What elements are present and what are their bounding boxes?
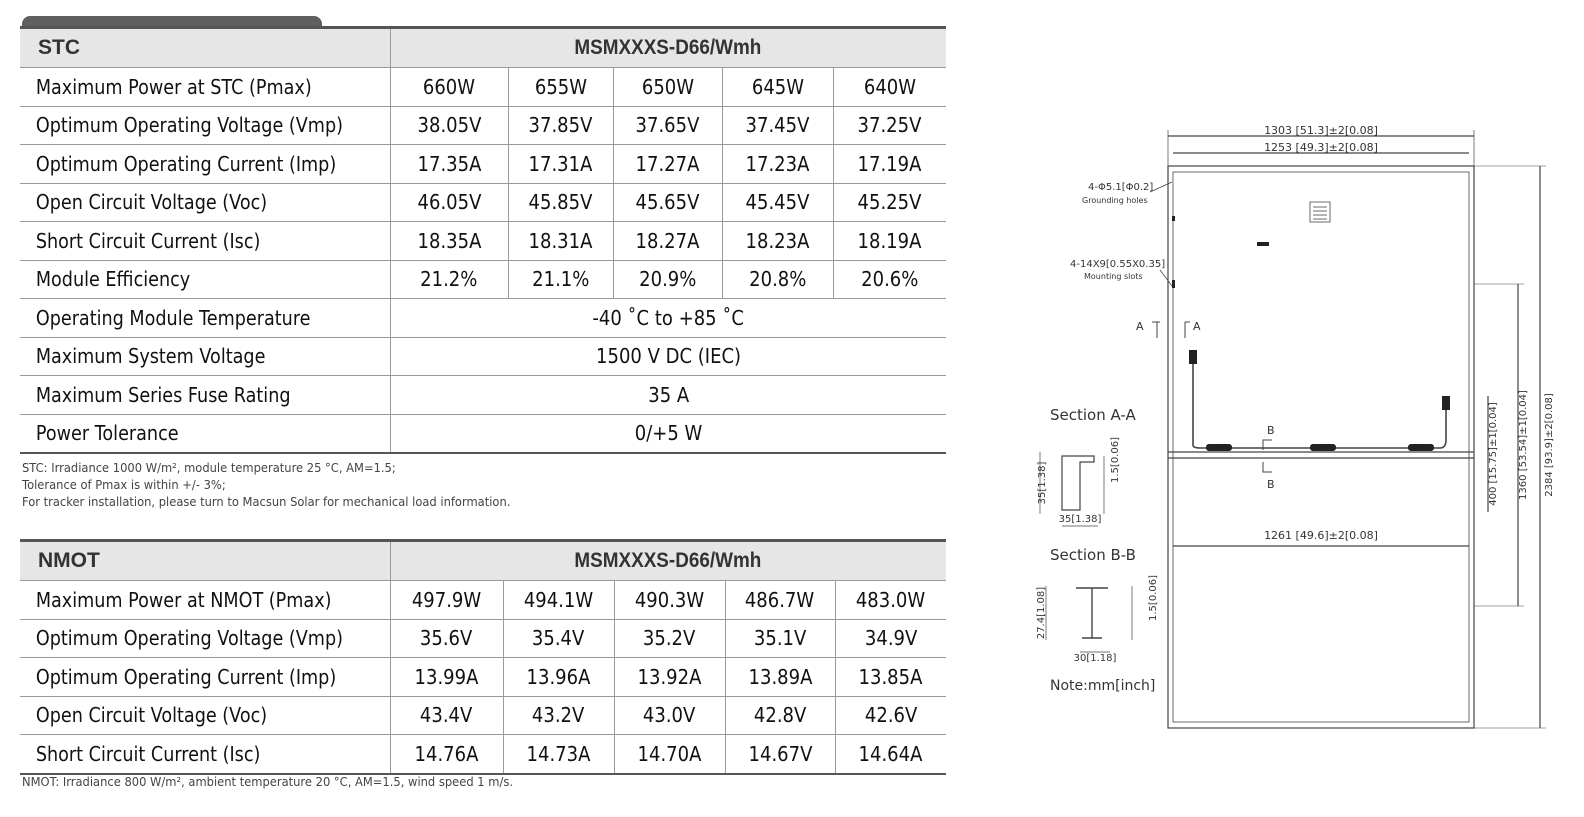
table-row <box>20 183 946 222</box>
table-row <box>20 735 946 774</box>
row-value-cell <box>390 145 508 184</box>
table-row <box>20 414 946 453</box>
row-value-cell <box>835 696 946 735</box>
row-value: 14.76A <box>414 741 479 766</box>
dim-1360-label: 1360 [53.54]±1[0.04] <box>1518 390 1529 500</box>
row-value-cell <box>390 619 503 658</box>
row-value: 35.4V <box>532 626 585 651</box>
row-value: 486.7W <box>745 587 815 612</box>
row-value: -40 ˚C to +85 ˚C <box>592 305 744 330</box>
row-value-cell <box>835 735 946 774</box>
table-row <box>20 658 946 697</box>
dim-2384-label: 2384 [93.9]±2[0.08] <box>1544 393 1555 497</box>
dim-inner-width-label: 1253 [49.3]±2[0.08] <box>1264 141 1378 154</box>
stc-note-line: Tolerance of Pmax is within +/- 3%; <box>22 477 226 492</box>
row-value: 17.31A <box>528 151 593 176</box>
row-value-cell <box>833 106 946 145</box>
row-value-cell <box>503 735 614 774</box>
row-value-cell <box>725 735 835 774</box>
row-value-cell <box>833 68 946 107</box>
table-row <box>20 145 946 184</box>
row-value: 14.64A <box>858 741 923 766</box>
row-label: Maximum Power at NMOT (Pmax) <box>20 581 346 620</box>
row-label: Optimum Operating Current (Imp) <box>20 658 346 697</box>
row-value: 18.35A <box>417 228 481 253</box>
row-value-cell <box>390 581 503 620</box>
dim-400-label: 400 [15.75]±1[0.04] <box>1488 402 1499 506</box>
row-value: 37.85V <box>528 113 593 138</box>
row-value: 14.73A <box>526 741 591 766</box>
row-value: 37.25V <box>857 113 922 138</box>
row-value-cell <box>833 183 946 222</box>
row-label: Optimum Operating Voltage (Vmp) <box>20 106 346 145</box>
connector-icon <box>1408 444 1434 451</box>
row-label: Short Circuit Current (Isc) <box>20 222 346 261</box>
row-value-cell <box>390 222 508 261</box>
row-value: 38.05V <box>417 113 481 138</box>
units-note: Note:mm[inch] <box>1050 678 1156 694</box>
row-value: 0/+5 W <box>634 421 703 446</box>
junction-cable <box>1193 350 1446 448</box>
dim-bottom-width-label: 1261 [49.6]±2[0.08] <box>1264 529 1378 542</box>
section-aa-profile <box>1062 456 1094 510</box>
row-label: Optimum Operating Current (Imp) <box>20 145 346 184</box>
nmot-model-name-cell <box>390 541 946 581</box>
row-label: Optimum Operating Voltage (Vmp) <box>20 619 346 658</box>
row-value-cell <box>390 106 508 145</box>
row-value: 42.8V <box>753 703 807 728</box>
row-value-cell <box>390 735 503 774</box>
nmot-note-line: NMOT: Irradiance 800 W/m², ambient temperature 20 °C, AM=1.5, wind speed 1 m/s. <box>22 774 513 789</box>
row-value: 1500 V DC (IEC) <box>595 344 741 369</box>
nmot-header-label: NMOT <box>20 541 390 581</box>
row-value-cell <box>614 696 725 735</box>
row-value-cell <box>725 619 835 658</box>
row-value: 21.1% <box>531 267 590 292</box>
row-value: 660W <box>422 74 476 99</box>
row-value: 35.6V <box>420 626 473 651</box>
row-value-cell <box>503 581 614 620</box>
row-value: 14.70A <box>637 741 702 766</box>
row-value-cell <box>722 222 833 261</box>
section-aa-thickness: 1.5[0.06] <box>1110 437 1121 483</box>
dim-total-width-label: 1303 [51.3]±2[0.08] <box>1264 124 1378 137</box>
row-value: 45.45V <box>745 190 810 215</box>
row-value: 21.2% <box>420 267 478 292</box>
table-row <box>20 619 946 658</box>
row-value-cell <box>508 222 613 261</box>
connector-icon <box>1442 396 1450 410</box>
nmot-notes <box>22 773 556 790</box>
row-label: Power Tolerance <box>20 414 346 453</box>
row-value-cell <box>390 376 946 415</box>
section-bb-height: 27.4[1.08] <box>1036 586 1047 640</box>
row-value-cell <box>390 299 946 338</box>
row-value-cell <box>390 260 508 299</box>
section-a-marker-right: A <box>1193 320 1201 333</box>
row-value-cell <box>835 581 946 620</box>
row-value: 45.25V <box>857 190 922 215</box>
row-value: 43.0V <box>643 703 696 728</box>
row-value-cell <box>614 619 725 658</box>
row-label: Short Circuit Current (Isc) <box>20 735 346 774</box>
row-value: 490.3W <box>634 587 705 612</box>
row-value-cell <box>613 260 722 299</box>
row-value: 640W <box>863 74 916 99</box>
row-value-cell <box>614 581 725 620</box>
row-value: 46.05V <box>417 190 481 215</box>
table-row <box>20 337 946 376</box>
row-value: 34.9V <box>864 626 917 651</box>
row-value: 17.27A <box>635 151 700 176</box>
row-value: 43.2V <box>532 703 585 728</box>
row-value: 13.89A <box>748 664 812 689</box>
row-value-cell <box>503 619 614 658</box>
row-value-cell <box>503 696 614 735</box>
nmot-model-name: MSMXXXS-D66/Wmh <box>574 549 762 572</box>
nameplate-label-icon <box>1310 202 1330 222</box>
row-value: 18.31A <box>528 228 593 253</box>
row-value-cell <box>614 658 725 697</box>
table-row <box>20 106 946 145</box>
stc-spec-table <box>20 26 946 454</box>
row-value: 645W <box>751 74 804 99</box>
row-value: 14.67V <box>748 741 812 766</box>
row-value: 20.8% <box>748 267 807 292</box>
nmot-spec-table <box>20 539 946 775</box>
row-value-cell <box>613 68 722 107</box>
section-aa-width: 35[1.38] <box>1058 514 1102 525</box>
row-value: 45.65V <box>635 190 700 215</box>
table-row <box>20 222 946 261</box>
mounting-slots-label: Mounting slots <box>1084 272 1143 281</box>
junction-box-icon <box>1257 242 1269 246</box>
row-value-cell <box>613 106 722 145</box>
row-value-cell <box>508 106 613 145</box>
section-bb-title: Section B-B <box>1050 546 1136 564</box>
row-value: 13.96A <box>526 664 591 689</box>
stc-header-row <box>20 28 946 68</box>
row-value-cell <box>725 658 835 697</box>
row-value: 655W <box>534 74 587 99</box>
grounding-hole-icon <box>1172 216 1175 221</box>
table-row <box>20 581 946 620</box>
table-row <box>20 260 946 299</box>
stc-model-name: MSMXXXS-D66/Wmh <box>574 36 762 59</box>
row-value-cell <box>508 68 613 107</box>
row-value: 18.23A <box>745 228 810 253</box>
row-value-cell <box>722 145 833 184</box>
table-row <box>20 299 946 338</box>
row-value: 35 A <box>647 382 689 407</box>
row-value-cell <box>835 658 946 697</box>
section-bb-profile <box>1076 588 1108 638</box>
section-a-marker-left: A <box>1136 320 1144 333</box>
section-aa-height: 35[1.38] <box>1037 461 1048 505</box>
row-value-cell <box>390 337 946 376</box>
row-label: Maximum System Voltage <box>20 337 346 376</box>
section-bb-thickness: 1.5[0.06] <box>1148 575 1159 621</box>
row-value-cell <box>722 260 833 299</box>
row-value-cell <box>613 183 722 222</box>
row-value: 17.35A <box>417 151 481 176</box>
module-dimension-drawing <box>1000 100 1584 740</box>
row-value: 497.9W <box>411 587 482 612</box>
row-value: 17.19A <box>857 151 922 176</box>
row-value: 650W <box>641 74 694 99</box>
connector-icon <box>1310 444 1336 451</box>
row-value-cell <box>833 222 946 261</box>
row-label: Operating Module Temperature <box>20 299 346 338</box>
section-b-marker-top: B <box>1267 424 1275 437</box>
row-value: 37.45V <box>745 113 810 138</box>
connector-icon <box>1189 350 1197 364</box>
row-value: 42.6V <box>864 703 917 728</box>
section-bb-width: 30[1.18] <box>1073 653 1117 664</box>
row-value-cell <box>390 183 508 222</box>
row-value-cell <box>722 68 833 107</box>
row-label: Module Efficiency <box>20 260 346 299</box>
mounting-slots-dim: 4-14X9[0.55X0.35] <box>1070 259 1166 270</box>
row-label: Maximum Series Fuse Rating <box>20 376 346 415</box>
row-value-cell <box>613 222 722 261</box>
table-row <box>20 376 946 415</box>
row-value-cell <box>508 183 613 222</box>
connector-icon <box>1206 444 1232 451</box>
row-value: 20.9% <box>638 267 697 292</box>
row-value-cell <box>390 658 503 697</box>
row-value-cell <box>503 658 614 697</box>
row-value: 17.23A <box>745 151 810 176</box>
stc-notes <box>22 459 553 510</box>
row-value: 35.2V <box>643 626 696 651</box>
row-value-cell <box>390 68 508 107</box>
grounding-holes-dim: 4-Φ5.1[Φ0.2] <box>1088 182 1154 193</box>
row-label: Maximum Power at STC (Pmax) <box>20 68 346 107</box>
row-value: 43.4V <box>420 703 473 728</box>
stc-model-name-cell <box>390 28 946 68</box>
row-value-cell <box>508 260 613 299</box>
row-label: Open Circuit Voltage (Voc) <box>20 696 346 735</box>
row-value: 494.1W <box>523 587 594 612</box>
row-value-cell <box>833 260 946 299</box>
stc-header-label: STC <box>20 28 390 68</box>
row-value-cell <box>614 735 725 774</box>
grounding-holes-label: Grounding holes <box>1082 196 1148 205</box>
section-aa-title: Section A-A <box>1050 406 1136 424</box>
row-value-cell <box>508 145 613 184</box>
row-label: Open Circuit Voltage (Voc) <box>20 183 346 222</box>
row-value: 13.85A <box>858 664 923 689</box>
row-value: 18.19A <box>857 228 922 253</box>
stc-note-line: STC: Irradiance 1000 W/m², module temperature 25 °C, AM=1.5; <box>22 460 396 475</box>
row-value-cell <box>390 414 946 453</box>
row-value: 20.6% <box>861 267 919 292</box>
row-value: 35.1V <box>753 626 807 651</box>
row-value-cell <box>722 183 833 222</box>
row-value: 37.65V <box>635 113 700 138</box>
stc-note-line: For tracker installation, please turn to Macsun Solar for mechanical load information. <box>22 494 511 509</box>
mounting-slot-icon <box>1172 280 1175 288</box>
row-value: 45.85V <box>528 190 593 215</box>
header-tab-decoration <box>22 16 322 26</box>
row-value-cell <box>725 696 835 735</box>
row-value-cell <box>722 106 833 145</box>
section-b-marker-bottom: B <box>1267 478 1275 491</box>
row-value-cell <box>725 581 835 620</box>
table-row <box>20 696 946 735</box>
table-row <box>20 68 946 107</box>
nmot-header-row <box>20 541 946 581</box>
row-value: 13.92A <box>637 664 702 689</box>
row-value-cell <box>835 619 946 658</box>
row-value-cell <box>613 145 722 184</box>
row-value-cell <box>390 696 503 735</box>
row-value-cell <box>833 145 946 184</box>
row-value: 18.27A <box>635 228 700 253</box>
row-value: 13.99A <box>414 664 479 689</box>
row-value: 483.0W <box>856 587 926 612</box>
